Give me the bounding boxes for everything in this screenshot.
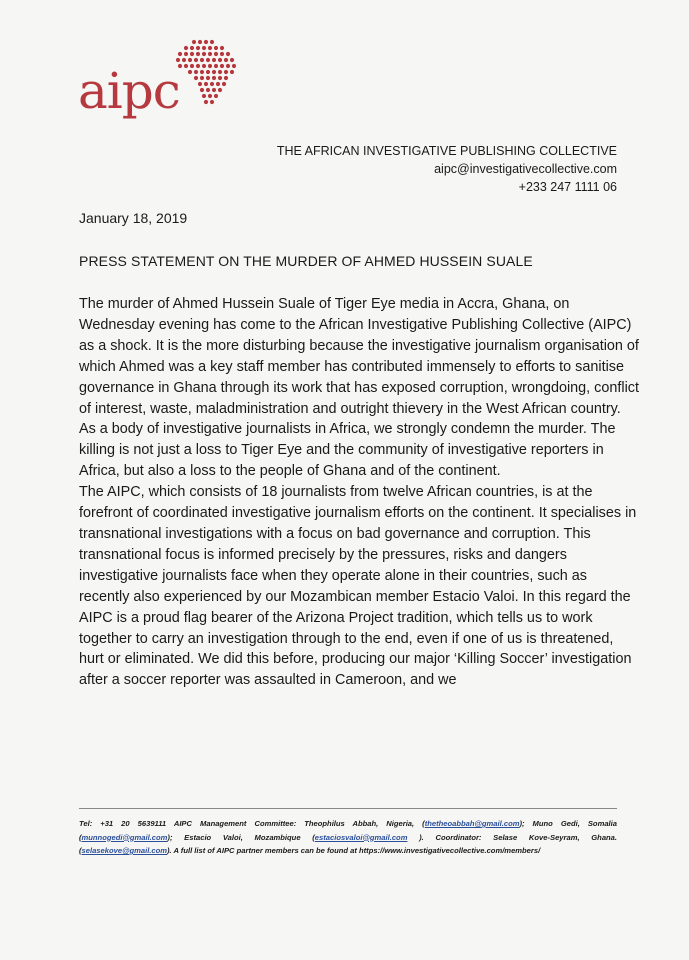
org-name: THE AFRICAN INVESTIGATIVE PUBLISHING COLLECTIVE [276, 144, 617, 158]
logo-dot [218, 58, 222, 62]
logo-dot [206, 70, 210, 74]
logo-dot [190, 64, 194, 68]
email-link[interactable]: selasekove@gmail.com [81, 846, 168, 855]
logo-dot [188, 58, 192, 62]
logo-dot [182, 58, 186, 62]
footer-text: ); Muno Gedi, Somalia ( [79, 819, 617, 842]
footer-text: ). Coordinator: Selase Kove-Seyram, Ghana. ( [79, 832, 618, 855]
logo-dot [230, 70, 234, 74]
email-link[interactable]: estaciosvaloi@gmail.com [314, 832, 408, 842]
logo-dot [210, 82, 214, 86]
logo-dot [220, 64, 224, 68]
logo-dot [220, 52, 224, 56]
logo-dot [204, 82, 208, 86]
logo-dot [216, 82, 220, 86]
footer-text: ); Estacio Valoi, Mozambique ( [167, 832, 315, 842]
logo-dot [196, 64, 200, 68]
logo-dot [210, 100, 214, 104]
logo-dot [210, 40, 214, 44]
logo-dot [188, 70, 192, 74]
logo-dot [192, 40, 196, 44]
logo-dot [226, 64, 230, 68]
logo-dot [204, 100, 208, 104]
footer-text: ). A full list of AIPC partner members can be found at https://www.investigativecollective.com/members/ [167, 846, 541, 855]
email-link[interactable]: thetheoabbah@gmail.com [424, 819, 520, 828]
logo-text: aipc [78, 62, 180, 120]
logo-dot [224, 70, 228, 74]
logo-dot [178, 52, 182, 56]
logo-dot [190, 46, 194, 50]
logo-dot [204, 40, 208, 44]
logo-dot [200, 70, 204, 74]
logo-dot [212, 58, 216, 62]
logo-dot [224, 76, 228, 80]
logo-dot [220, 46, 224, 50]
logo-dot [218, 88, 222, 92]
headline: PRESS STATEMENT ON THE MURDER OF AHMED HUSSEIN SUALE [79, 253, 533, 269]
logo-dot [208, 64, 212, 68]
logo-dot [202, 64, 206, 68]
letterhead [277, 142, 617, 196]
logo-dot [214, 46, 218, 50]
logo-dot [196, 52, 200, 56]
letter-date: January 18, 2019 [79, 210, 188, 226]
footer [79, 817, 617, 858]
org-email: aipc@investigativecollective.com [434, 162, 617, 176]
logo-dot [202, 46, 206, 50]
logo-dot [184, 52, 188, 56]
logo-dot [200, 76, 204, 80]
paragraph: As a body of investigative journalists in Africa, we strongly condemn the murder. The killing is not just a loss to Tiger Eye and the community of investigative reporters in Africa, but also a loss to the people of Ghana and of the continent. [79, 421, 616, 480]
logo-dot [194, 70, 198, 74]
logo-dot [208, 94, 212, 98]
logo-dot [202, 94, 206, 98]
logo-dot [222, 82, 226, 86]
org-phone: +233 247 1111 06 [518, 180, 617, 194]
logo-dot [190, 52, 194, 56]
logo-dot [226, 52, 230, 56]
logo-dot [218, 70, 222, 74]
logo-dot [232, 64, 236, 68]
body-text [79, 294, 639, 691]
logo-dot [200, 88, 204, 92]
logo-dot [200, 58, 204, 62]
logo-dot [212, 88, 216, 92]
logo-dot [208, 46, 212, 50]
logo-dot [214, 52, 218, 56]
logo-dot [214, 94, 218, 98]
paragraph: The murder of Ahmed Hussein Suale of Tiger Eye media in Accra, Ghana, on Wednesday evening has come to the African Investigative Publishing Collective (AIPC) as a shock. It is the more disturbing because the investigative journalism organisation of which Ahmed was a key staff member has contributed immensely to efforts to sanitise governance in Ghana through its work that has exposed corruption, wrongdoing, conflict of interest, waste, maladministration and outright thievery in the West African country. [79, 296, 639, 417]
paragraph: The AIPC, which consists of 18 journalists from twelve African countries, is at the forefront of coordinated investigative journalism efforts on the continent. It specialises in transnational investigations with a focus on bad governance and corruption. This transnational focus is informed precisely by the pressures, risks and dangers investigative journalists face when they operate alone in their countries, such as recently also experienced by our Mozambican member Estacio Valoi. In this regard the AIPC is a proud flag bearer of the Arizona Project tradition, which tells us to work together to carry an investigation through to the end, even if one of us is threatened, hurt or eliminated. We did this before, producing our major ‘Killing Soccer’ investigation after a soccer reporter was assaulted in Cameroon, and we [79, 484, 637, 689]
logo-dot [198, 40, 202, 44]
logo-dot [224, 58, 228, 62]
logo-dot [212, 76, 216, 80]
logo-dot [194, 58, 198, 62]
logo-dot [202, 52, 206, 56]
logo-dot [206, 88, 210, 92]
logo-dot [206, 58, 210, 62]
logo-dot [208, 52, 212, 56]
footer-divider [79, 808, 617, 809]
logo-dot [184, 64, 188, 68]
africa-dots-icon [170, 38, 238, 110]
logo-dot [196, 46, 200, 50]
logo-dot [212, 70, 216, 74]
logo-dot [230, 58, 234, 62]
logo-dot [214, 64, 218, 68]
logo-dot [218, 76, 222, 80]
aipc-logo [78, 38, 238, 118]
logo-dot [198, 82, 202, 86]
logo-dot [194, 76, 198, 80]
logo-dot [206, 76, 210, 80]
logo-dot [184, 46, 188, 50]
footer-text: Tel: +31 20 5639111 AIPC Management Committee: Theophilus Abbah, Nigeria, ( [79, 819, 425, 828]
email-link[interactable]: munnogedi@gmail.com [81, 832, 168, 842]
